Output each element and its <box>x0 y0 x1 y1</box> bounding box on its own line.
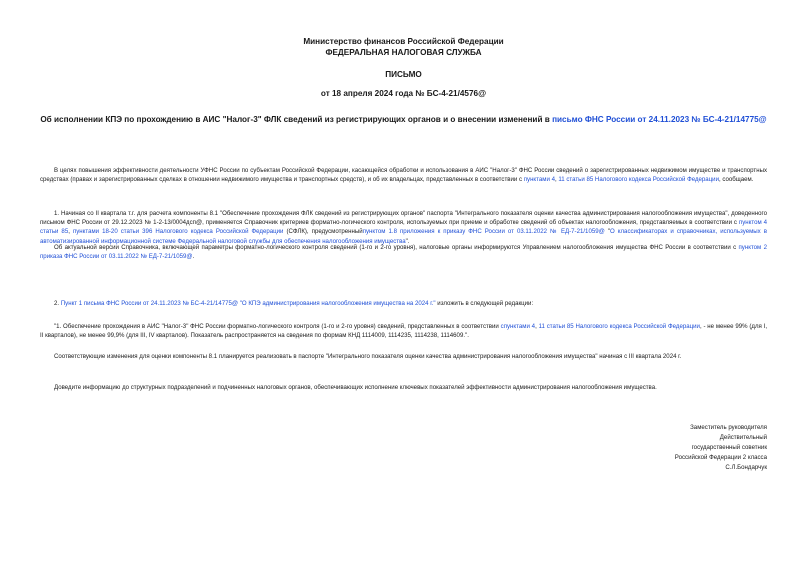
signature-rank-2: государственный советник <box>691 443 767 451</box>
document-date-number: от 18 апреля 2024 года № БС-4-21/4576@ <box>320 89 487 98</box>
paragraph-instruction <box>40 383 767 392</box>
signature-rank-1: Действительный <box>719 433 767 441</box>
signature-position: Заместитель руководителя <box>690 424 767 431</box>
link-order-p2[interactable]: пунктом 2 приказа ФНС России от 03.11.2022 № ЕД-7-21/1059@ <box>40 244 767 261</box>
link-points-4[interactable]: спунктами 4 <box>500 323 536 330</box>
ministry-name: Министерство финансов Российской Федерации <box>303 37 504 46</box>
link-classifiers[interactable]: О классификаторах и справочниках, используемых в автоматизированной информационной системе Федеральной налоговой службы для обеспечения налогообложения имущества <box>40 228 767 245</box>
signature-block <box>675 423 767 473</box>
text: " <box>604 228 610 236</box>
link-order-1-8[interactable]: пунктом 1.8 приложения к приказу ФНС России от 03.11.2022 № ЕД-7-21/1059@ <box>362 228 605 236</box>
signature-rank-3: Российской Федерации 2 класса <box>674 453 767 461</box>
text: Соответствующие изменения для оценки компоненты 8.1 планируется реализовать в паспорте "Интегрального показателя оценки качества администрирования налогообложения имущества" начиная с III квартала 2024 г. <box>54 353 682 360</box>
text: , сообщаем. <box>719 176 754 184</box>
link-art85-11[interactable]: 11 статьи 85 Налогового кодекса Российской Федерации <box>538 323 700 330</box>
link-letter-p1[interactable]: Пункт 1 письма ФНС России от 24.11.2023 № БС-4-21/14775@ "О КПЭ администрирования налогообложения имущества на 2024 г." <box>60 300 436 307</box>
text: 1. Начиная со II квартала т.г. для расчета компоненты 8.1 "Обеспечение прохождения ФЛК сведений из регистрирующих органов" паспорта "Интегрального показателя оценки качества администрирования налогообложения имущества", доведенного письмом ФНС России от 29.12.2023 № 1-2-13/0004дсп@, применяется Справочник критериев форматно-логического контроля, используемых при приеме и обработке сведений об объектах налогообложения, представляемых в соответствии с <box>40 210 767 227</box>
text: , <box>554 176 559 184</box>
paragraph-2 <box>40 299 767 308</box>
link-tax-code-p4[interactable]: пунктами 4 <box>523 176 555 184</box>
link-tax-code-art85[interactable]: 11 статьи 85 Налогового кодекса Российской Федерации <box>558 176 719 184</box>
paragraph-changes <box>40 352 767 361</box>
text: ". <box>405 237 410 245</box>
text: Об актуальной версии Справочника, включающей параметры форматно-логического контроля сведений (1-го и 2-го уровня), налоговые органы информируются Управлением налогообложения имущества ФНС России в соответствии с <box>54 244 739 251</box>
text: , - не менее 99% (для I, II кварталов), не менее 99,9% (для III, IV кварталов). Показатель распространяется на сведения по формам КНД 1114009, 1114235, 1114238, 1114609.". <box>40 323 768 340</box>
link-art85-p4[interactable]: пунктом 4 статьи 85 <box>40 219 767 236</box>
paragraph-intro <box>40 166 767 184</box>
paragraph-new-wording <box>40 322 767 340</box>
title-link[interactable]: письмо ФНС России от 24.11.2023 № БС-4-21/14775@ <box>552 115 767 124</box>
text: . <box>192 253 195 261</box>
text: "1. Обеспечение прохождения в АИС "Налог-3" ФНС России форматно-логического контроля (1-го и 2-го уровня) сведений, представленных в соответствии <box>54 323 501 330</box>
document-title <box>40 114 767 126</box>
service-name: ФЕДЕРАЛЬНАЯ НАЛОГОВАЯ СЛУЖБА <box>325 48 482 57</box>
signature-name: С.Л.Бондарчук <box>725 463 767 471</box>
text: 2. <box>54 300 61 307</box>
paragraph-1 <box>40 209 767 246</box>
text: , <box>68 228 73 236</box>
text: В целях повышения эффективности деятельности УФНС России по субъектам Российской Федерации, касающейся обработки и использования в АИС "Налог-3" ФНС России сведений о зарегистрированных недвижимом имуществе и транспортных средствах (правах и зарегистрированных сделках в отношении недвижимого имущества и транспортных средств), и об их владельцах, представленных в соответствии с <box>40 167 767 184</box>
text: изложить в следующей редакции: <box>435 300 534 307</box>
text: (СФЛК), предусмотренный <box>283 228 363 236</box>
document-type: ПИСЬМО <box>385 70 422 79</box>
text: , <box>535 323 539 330</box>
link-art396[interactable]: пунктами 18-20 статьи 396 Налогового кодекса Российской Федерации <box>72 228 284 236</box>
paragraph-reference-version <box>40 243 767 261</box>
text: Доведите информацию до структурных подразделений и подчиненных налоговых органов, обеспечивающих исполнение ключевых показателей эффективности администрирования налогообложения имущества. <box>54 384 657 391</box>
title-text: Об исполнении КПЭ по прохождению в АИС "Налог-3" ФЛК сведений из регистрирующих органов и о внесении изменений в <box>40 115 553 124</box>
